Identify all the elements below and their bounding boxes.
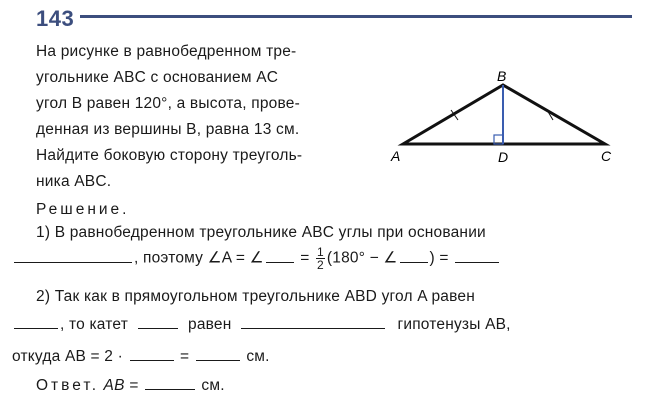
answer-unit: см. [201, 377, 225, 394]
step1-line2 [12, 246, 501, 271]
statement-line-5: Найдите боковую сторону треуголь- [36, 147, 303, 164]
problem-number: 143 [36, 6, 75, 31]
step2-hyp-text: гипотенузы AB, [397, 316, 511, 333]
step2-cm-text: см. [246, 348, 270, 365]
step1-eq-text: = [295, 249, 315, 267]
step2-line3 [12, 348, 270, 366]
triangle-figure [385, 62, 625, 172]
step2-line2 [12, 316, 511, 334]
step2-kat-text: , то катет [60, 316, 128, 333]
statement-line-4: денная из вершины B, равна 13 см. [36, 121, 300, 138]
answer-label: Ответ. [36, 377, 100, 394]
step2-rav-text: равен [188, 316, 232, 333]
blank-bd[interactable] [130, 359, 174, 361]
header-rule [80, 15, 632, 18]
step2-otk-text: откуда AB = 2 · [12, 348, 123, 365]
blank-angle-value[interactable] [455, 261, 499, 263]
label-d: D [498, 149, 509, 165]
blank-ab[interactable] [196, 359, 240, 361]
statement-line-1: На рисунке в равнобедренном тре- [36, 43, 297, 60]
step1-close-text: ) = [429, 249, 454, 267]
label-c: C [601, 148, 612, 164]
fraction-numerator: 1 [317, 245, 324, 259]
answer-line [36, 377, 225, 395]
blank-angle-a[interactable] [14, 327, 58, 329]
step2-eq-text: = [180, 348, 190, 365]
solution-heading: Решение. [36, 201, 130, 218]
statement-line-2: угольнике ABC с основанием AC [36, 69, 279, 86]
fraction-half [316, 246, 325, 271]
step1-so-text: , поэтому ∠A = ∠ [134, 249, 264, 267]
statement-line-6: ника ABC. [36, 173, 112, 190]
blank-angles[interactable] [14, 261, 132, 263]
label-a: A [391, 148, 401, 164]
step1-line1: 1) В равнобедренном треугольнике ABC углы при основании [36, 224, 486, 241]
answer-expr: AB = [103, 377, 139, 394]
blank-angle-b[interactable] [400, 261, 428, 263]
blank-leg[interactable] [138, 327, 178, 329]
label-b: B [497, 68, 507, 84]
step1-paren-text: (180° − ∠ [326, 249, 398, 267]
blank-answer[interactable] [145, 388, 195, 390]
blank-part[interactable] [241, 327, 385, 329]
fraction-denominator: 2 [317, 258, 324, 272]
blank-angle-c[interactable] [266, 261, 294, 263]
step2-line1: 2) Так как в прямоугольном треугольнике ABD угол A равен [36, 288, 475, 305]
statement-line-3: угол B равен 120°, а высота, прове- [36, 95, 300, 112]
